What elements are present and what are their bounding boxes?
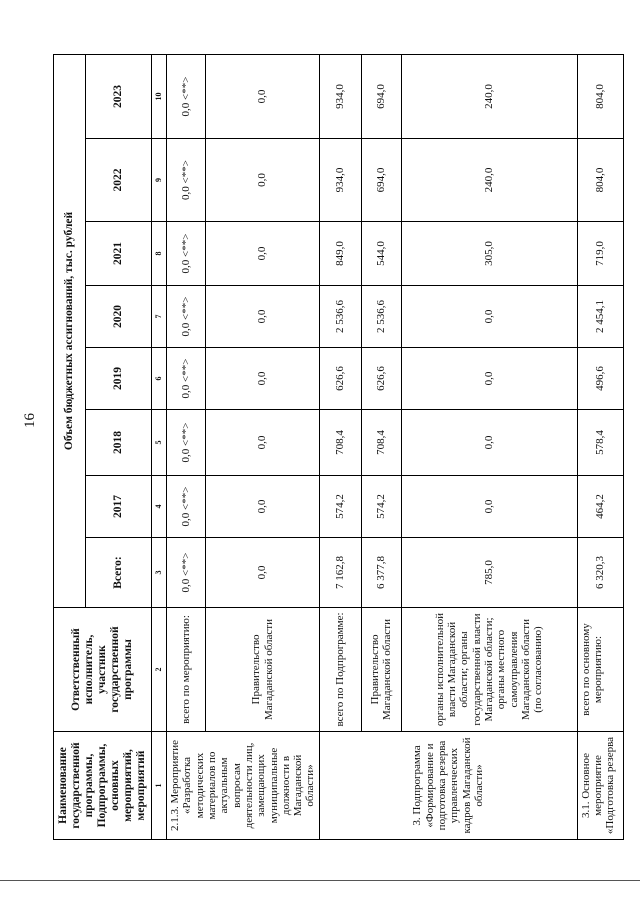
cell-value: 0,0 [206,286,319,348]
cell-value: 0,0 [401,476,577,538]
cell-value: 694,0 [361,55,401,139]
header-budget: Объем бюджетных ассигнований, тыс. рублей [54,55,86,608]
cell-value: 0,0 <**> [167,222,206,286]
row-responsible: Правительство Магаданской области [206,608,319,732]
col-number: 1 [152,732,167,840]
cell-value: 574,2 [361,476,401,538]
cell-value: 0,0 <**> [167,55,206,139]
row-name: 3.1. Основное мероприятие «Подготовка резерва [577,732,623,840]
rotated-page [53,55,617,840]
header-responsible: Ответственный исполнитель, участник государственной программы [54,608,152,732]
table-row [361,55,401,840]
cell-value: 0,0 [206,222,319,286]
header-col-2019: 2019 [86,348,152,410]
cell-value: 719,0 [577,222,623,286]
cell-value: 578,4 [577,410,623,476]
cell-value: 0,0 [206,55,319,139]
col-number: 7 [152,286,167,348]
header-col-2023: 2023 [86,55,152,139]
cell-value: 0,0 [206,139,319,222]
scan-edge-line [0,880,640,881]
cell-value: 0,0 <**> [167,286,206,348]
page-number: 16 [22,413,38,428]
cell-value: 0,0 <**> [167,538,206,608]
cell-value: 0,0 [206,476,319,538]
cell-value: 0,0 <**> [167,476,206,538]
col-number: 5 [152,410,167,476]
col-number: 8 [152,222,167,286]
cell-value: 626,6 [319,348,361,410]
header-col-total: Всего: [86,538,152,608]
cell-value: 464,2 [577,476,623,538]
col-number: 3 [152,538,167,608]
col-number: 2 [152,608,167,732]
cell-value: 305,0 [401,222,577,286]
col-number: 9 [152,139,167,222]
row-responsible: всего по мероприятию: [167,608,206,732]
budget-table [53,54,624,840]
header-col-2021: 2021 [86,222,152,286]
col-number: 4 [152,476,167,538]
cell-value: 7 162,8 [319,538,361,608]
table-row [401,55,577,840]
header-col-2017: 2017 [86,476,152,538]
row-responsible: всего по основному мероприятию: [577,608,623,732]
cell-value: 496,6 [577,348,623,410]
row-responsible: органы исполнительной власти Магаданской области; органы государственной власти Магаданской области; органы местного самоуправления Магаданской области (по согласованию) [401,608,577,732]
col-number: 6 [152,348,167,410]
row-responsible: всего по Подпрограмме: [319,608,361,732]
table-row [577,55,623,840]
cell-value: 0,0 [401,348,577,410]
cell-value: 0,0 <**> [167,348,206,410]
table-row [167,55,206,840]
row-name: 2.1.3. Мероприятие «Разработка методических материалов по актуальным вопросам деятельности лиц, замещающих муниципальные должности в Магаданской области» [167,732,320,840]
cell-value: 240,0 [401,55,577,139]
cell-value: 0,0 [206,348,319,410]
table-row [319,55,361,840]
header-col-2018: 2018 [86,410,152,476]
header-name: Наименование государственной программы, Подпрограммы, основных мероприятий, мероприятий [54,732,152,840]
cell-value: 708,4 [319,410,361,476]
row-name: 3. Подпрограмма «Формирование и подготовка резерва управленческих кадров Магаданской области» [319,732,577,840]
column-number-row [152,55,167,840]
cell-value: 849,0 [319,222,361,286]
cell-value: 804,0 [577,55,623,139]
cell-value: 804,0 [577,139,623,222]
cell-value: 0,0 [206,410,319,476]
cell-value: 708,4 [361,410,401,476]
cell-value: 934,0 [319,139,361,222]
cell-value: 2 536,6 [361,286,401,348]
cell-value: 0,0 <**> [167,139,206,222]
cell-value: 0,0 <**> [167,410,206,476]
cell-value: 785,0 [401,538,577,608]
cell-value: 2 536,6 [319,286,361,348]
cell-value: 2 454,1 [577,286,623,348]
cell-value: 544,0 [361,222,401,286]
cell-value: 0,0 [206,538,319,608]
cell-value: 0,0 [401,410,577,476]
cell-value: 6 320,3 [577,538,623,608]
cell-value: 574,2 [319,476,361,538]
cell-value: 934,0 [319,55,361,139]
cell-value: 0,0 [401,286,577,348]
cell-value: 240,0 [401,139,577,222]
cell-value: 626,6 [361,348,401,410]
row-responsible: Правительство Магаданской области [361,608,401,732]
header-col-2022: 2022 [86,139,152,222]
cell-value: 6 377,8 [361,538,401,608]
header-col-2020: 2020 [86,286,152,348]
table-row [206,55,319,840]
col-number: 10 [152,55,167,139]
cell-value: 694,0 [361,139,401,222]
